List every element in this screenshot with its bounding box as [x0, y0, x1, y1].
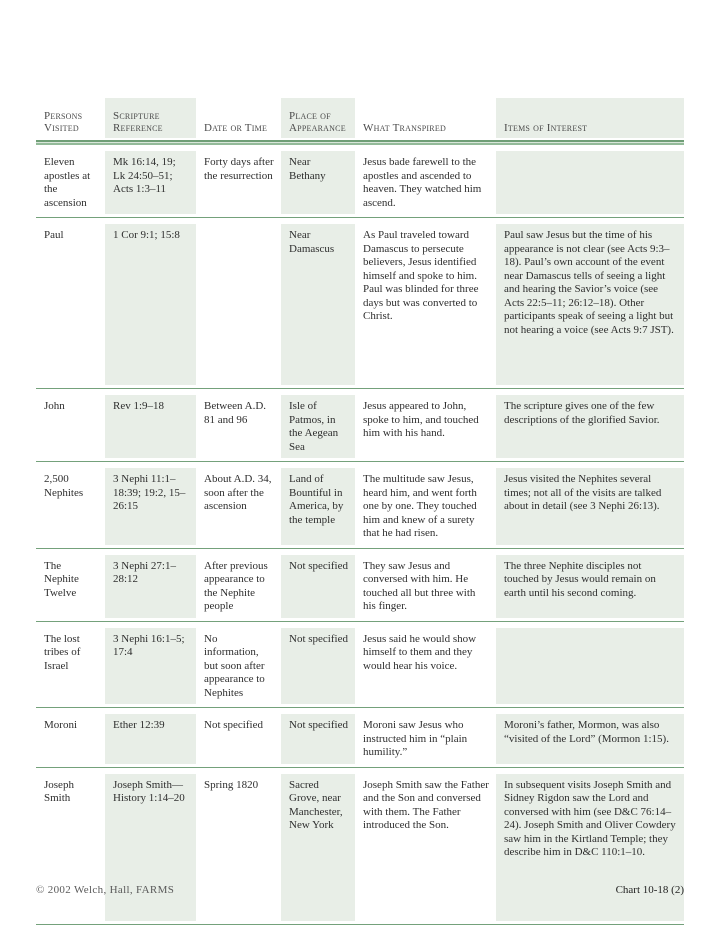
table-row [36, 217, 684, 388]
copyright-text: © 2002 Welch, Hall, FARMS [36, 884, 175, 896]
column-header-what-transpired: What Transpired [363, 122, 446, 134]
appearances-table [36, 98, 684, 925]
cell-scripture-reference: Joseph Smith—History 1:14–20 [105, 774, 196, 921]
table-row [36, 707, 684, 767]
cell-date-or-time: No information, but soon after appearance to Nephites [204, 632, 265, 699]
page-footer [36, 884, 684, 896]
cell-what-transpired: Joseph Smith saw the Father and the Son and conversed with them. The Father introduced the Son. [363, 778, 489, 831]
cell-place-of-appearance: Not specified [281, 628, 355, 705]
table-row [36, 767, 684, 924]
cell-what-transpired: They saw Jesus and conversed with him. He touched all but three with his finger. [363, 559, 476, 612]
cell-scripture-reference: Mk 16:14, 19; Lk 24:50–51; Acts 1:3–11 [105, 151, 196, 214]
cell-scripture-reference: 3 Nephi 16:1–5; 17:4 [105, 628, 196, 705]
cell-items-of-interest: The three Nephite disciples not touched by Jesus would remain on earth until his second coming. [496, 555, 684, 618]
table-row [36, 145, 684, 217]
cell-persons-visited: Joseph Smith [44, 778, 74, 804]
cell-persons-visited: John [44, 400, 65, 412]
column-header-persons-visited: Persons Visited [44, 110, 83, 134]
cell-persons-visited: Paul [44, 229, 64, 241]
cell-place-of-appearance: Near Damascus [281, 224, 355, 385]
chart-number: Chart 10-18 (2) [615, 884, 684, 896]
table-row [36, 548, 684, 621]
cell-items-of-interest: Jesus visited the Nephites several times; not all of the visits are talked about in detail (see 3 Nephi 26:13). [496, 468, 684, 545]
cell-items-of-interest [496, 151, 684, 214]
column-header-items-of-interest: Items of Interest [496, 98, 684, 138]
cell-scripture-reference: 3 Nephi 11:1–18:39; 19:2, 15–26:15 [105, 468, 196, 545]
table-row [36, 388, 684, 461]
cell-date-or-time: About A.D. 34, soon after the ascension [204, 473, 272, 512]
cell-items-of-interest: Paul saw Jesus but the time of his appearance is not clear (see Acts 9:3–18). Paul’s own account of the event near Damascus tells of seeing a light and hearing the Savior’s voice (see Acts 22:5–11; 26:12–18). Other participants speak of seeing a light but not hearing a voice (see Acts 9:7 JST). [496, 224, 684, 385]
table-row [36, 461, 684, 548]
cell-place-of-appearance: Isle of Patmos, in the Aegean Sea [281, 395, 355, 458]
cell-date-or-time: Forty days after the resurrection [204, 156, 274, 182]
cell-persons-visited: The lost tribes of Israel [44, 632, 81, 672]
cell-items-of-interest [496, 628, 684, 705]
column-header-date-or-time: Date or Time [204, 122, 268, 134]
cell-persons-visited: Moroni [44, 719, 77, 731]
table-body [36, 145, 684, 925]
column-header-place-of-appearance: Place of Appearance [281, 98, 355, 138]
cell-scripture-reference: 1 Cor 9:1; 15:8 [105, 224, 196, 385]
cell-what-transpired: Moroni saw Jesus who instructed him in “plain humility.” [363, 719, 468, 758]
cell-items-of-interest: Moroni’s father, Mormon, was also “visited of the Lord” (Mormon 1:15). [496, 714, 684, 764]
cell-what-transpired: Jesus appeared to John, spoke to him, and touched him with his hand. [363, 400, 479, 439]
cell-items-of-interest: The scripture gives one of the few descriptions of the glorified Savior. [496, 395, 684, 458]
table-row [36, 621, 684, 708]
cell-place-of-appearance: Not specified [281, 714, 355, 764]
cell-date-or-time [196, 224, 281, 385]
cell-date-or-time: Between A.D. 81 and 96 [204, 400, 267, 426]
cell-place-of-appearance: Not specified [281, 555, 355, 618]
cell-scripture-reference: 3 Nephi 27:1–28:12 [105, 555, 196, 618]
cell-persons-visited: 2,500 Nephites [44, 473, 84, 499]
cell-place-of-appearance: Land of Bountiful in America, by the temple [281, 468, 355, 545]
cell-date-or-time: After previous appearance to the Nephite people [204, 559, 268, 612]
cell-persons-visited: Eleven apostles at the ascension [44, 156, 91, 209]
cell-scripture-reference: Rev 1:9–18 [105, 395, 196, 458]
table-header-row [36, 98, 684, 138]
cell-items-of-interest: In subsequent visits Joseph Smith and Sidney Rigdon saw the Lord and conversed with him (see D&C 76:14–24). Joseph Smith and Oliver Cowdery saw him in the Kirtland Temple; they describe him in D&C 110:1–10. [496, 774, 684, 921]
cell-date-or-time: Not specified [204, 719, 263, 731]
cell-what-transpired: Jesus bade farewell to the apostles and ascended to heaven. They watched him ascend. [363, 156, 482, 209]
cell-date-or-time: Spring 1820 [204, 778, 259, 791]
cell-persons-visited: The Nephite Twelve [44, 559, 79, 599]
cell-what-transpired: As Paul traveled toward Damascus to persecute believers, Jesus identified himself and spoke to him. Paul was blinded for three days but was converted to Christ. [363, 229, 479, 322]
cell-what-transpired: The multitude saw Jesus, heard him, and went forth one by one. They touched him and knew of a surety that he had risen. [363, 473, 477, 539]
column-header-scripture-reference: Scripture Reference [105, 98, 196, 138]
cell-what-transpired: Jesus said he would show himself to them and they would hear his voice. [363, 632, 477, 672]
cell-scripture-reference: Ether 12:39 [105, 714, 196, 764]
cell-place-of-appearance: Sacred Grove, near Manchester, New York [281, 774, 355, 921]
cell-place-of-appearance: Near Bethany [281, 151, 355, 214]
